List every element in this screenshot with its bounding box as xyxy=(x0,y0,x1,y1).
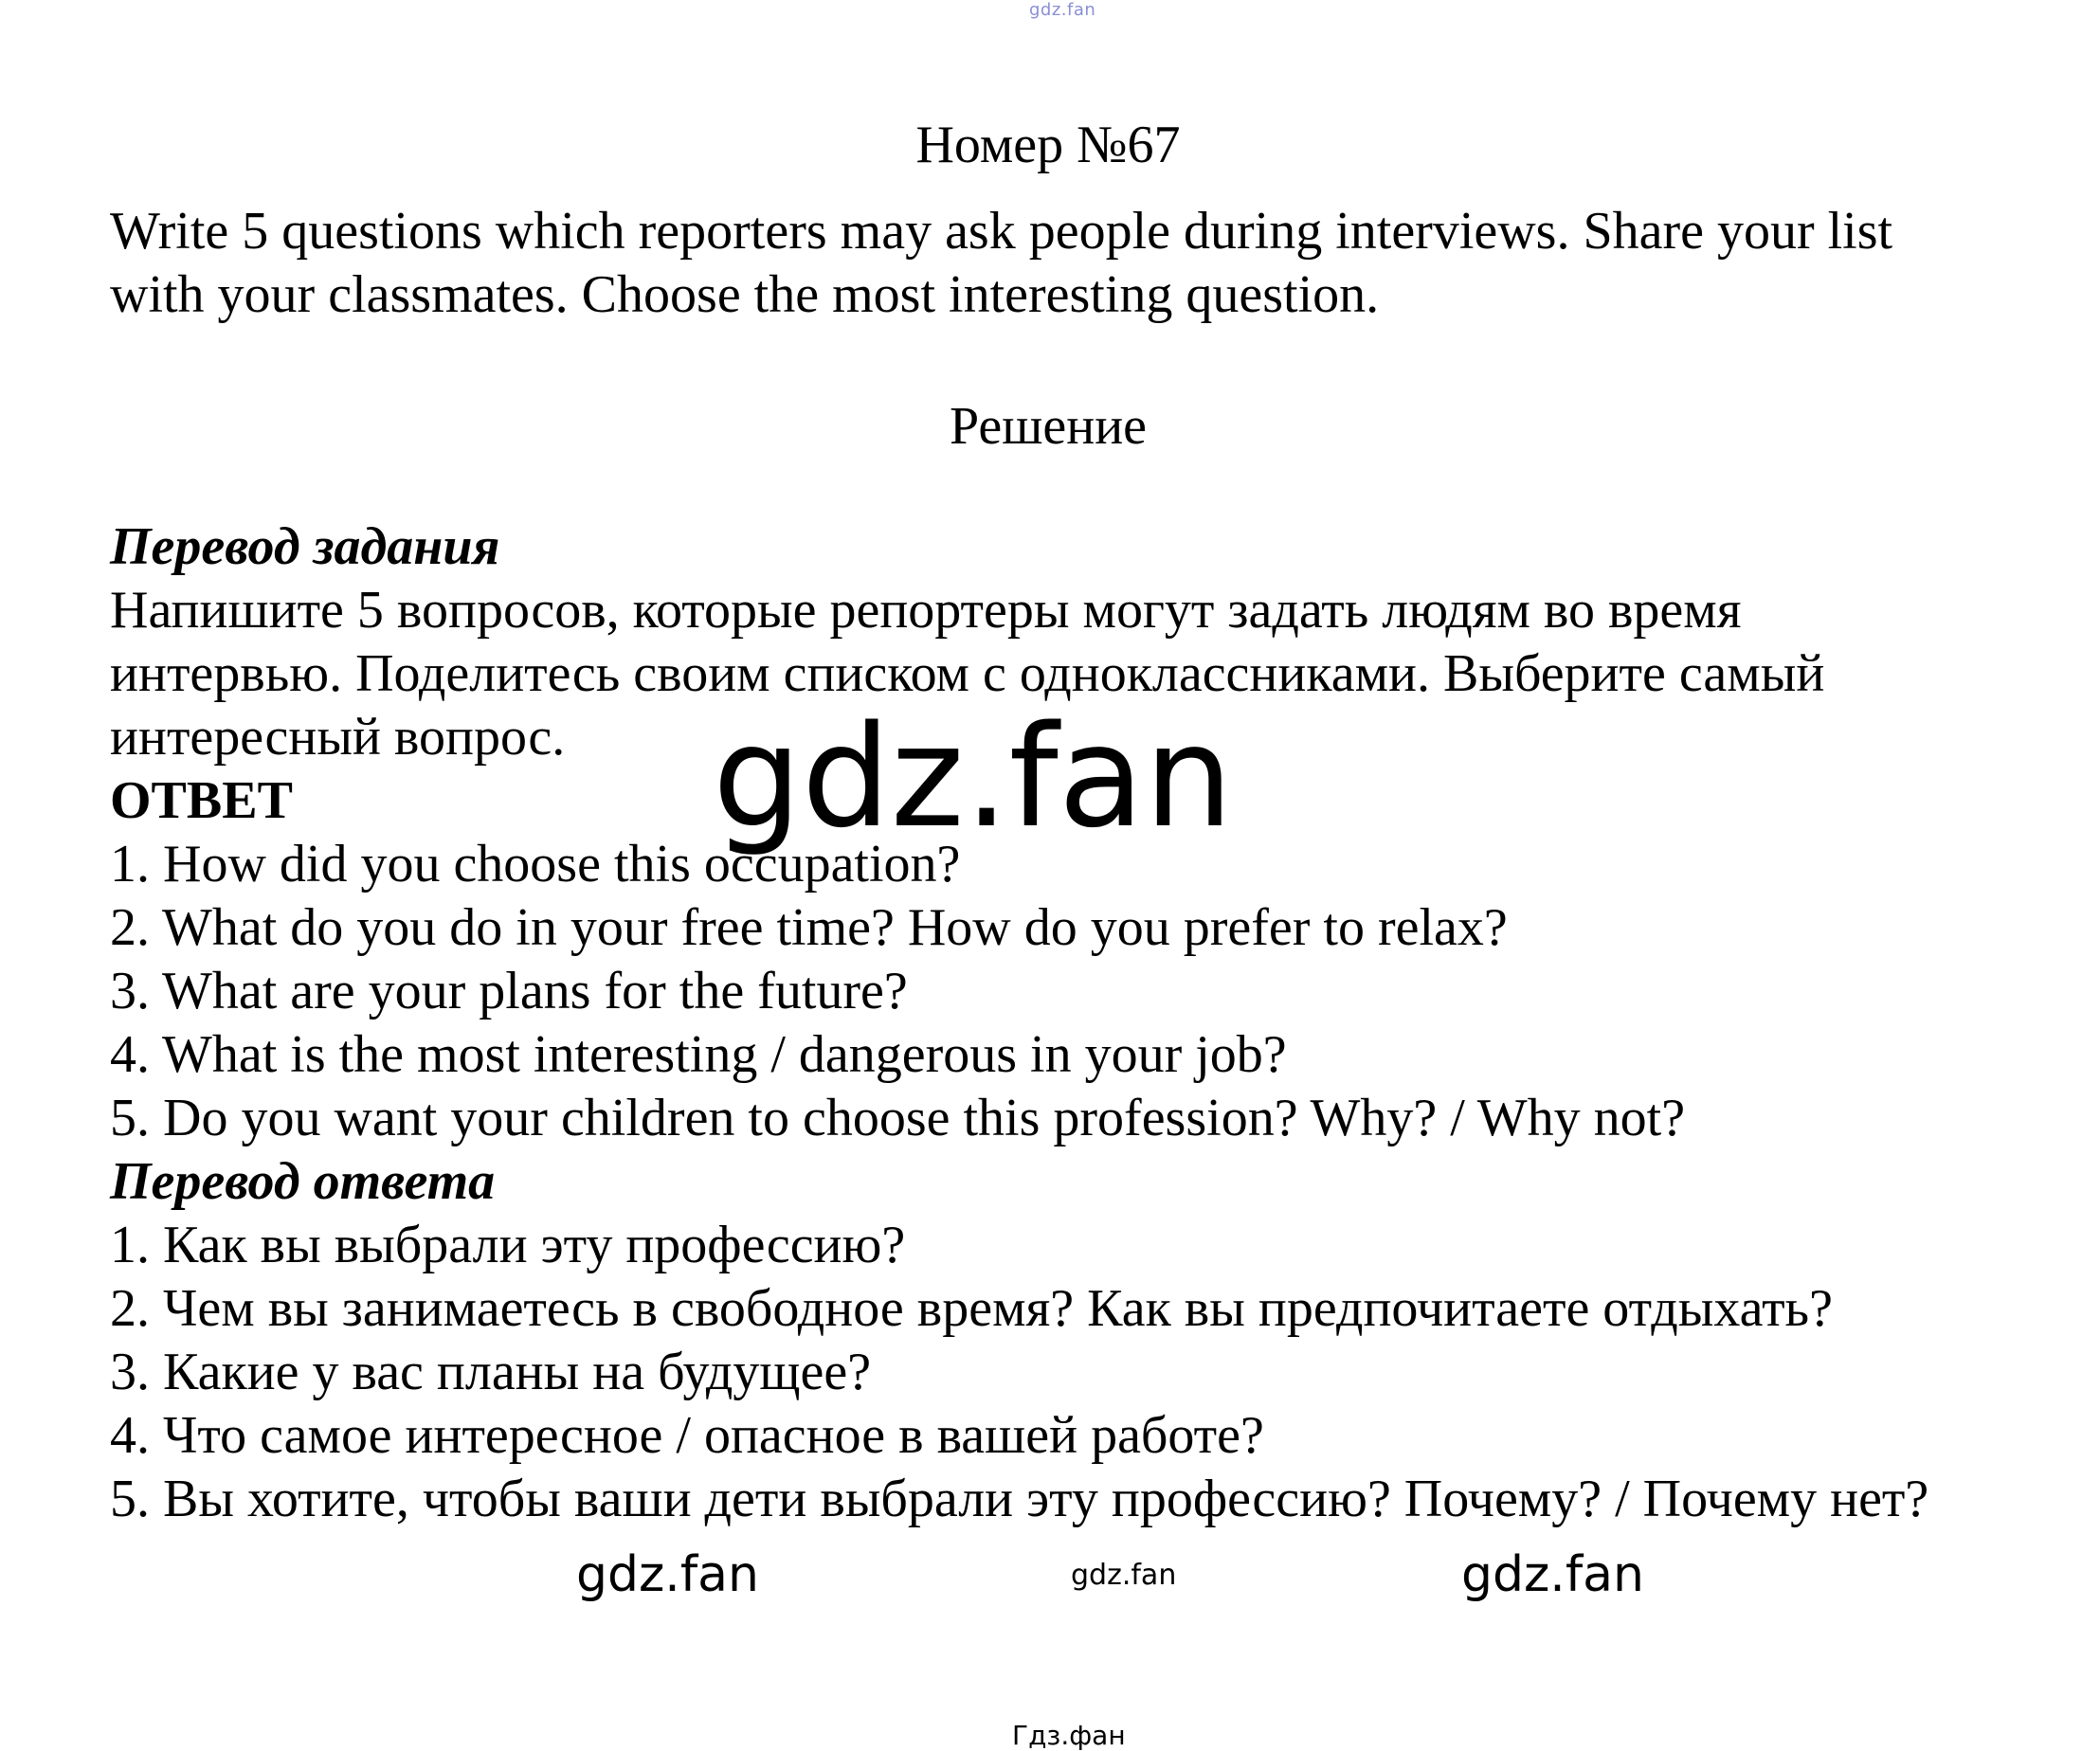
answer-translation-item: 4. Что самое интересное / опасное в вашей работе? xyxy=(110,1406,1264,1465)
watermark-bottom-middle: gdz.fan xyxy=(1071,1559,1177,1592)
task-translation-heading: Перевод задания xyxy=(110,517,500,576)
task-translation-text: Напишите 5 вопросов, которые репортеры могут задать людям во время интервью. Поделитесь своим списком с одноклассниками. Выберите самый интересный вопрос. xyxy=(110,581,1825,767)
answer-item: 2. What do you do in your free time? How do you prefer to relax? xyxy=(110,898,1508,957)
answer-item: 5. Do you want your children to choose this profession? Why? / Why not? xyxy=(110,1089,1686,1147)
answer-heading: ОТВЕТ xyxy=(110,771,293,830)
watermark-footer: Гдз.фан xyxy=(1012,1720,1126,1751)
answer-list xyxy=(110,833,1986,1150)
answer-translation-item: 3. Какие у вас планы на будущее? xyxy=(110,1343,872,1401)
answer-translation-item: 2. Чем вы занимаетесь в свободное время? Как вы предпочитаете отдыхать? xyxy=(110,1279,1833,1338)
watermark-bottom-left: gdz.fan xyxy=(576,1546,759,1603)
answer-translation-heading: Перевод ответа xyxy=(110,1152,496,1211)
answer-translation-item: 5. Вы хотите, чтобы ваши дети выбрали эту профессию? Почему? / Почему нет? xyxy=(110,1470,1929,1528)
answer-item: 4. What is the most interesting / dangerous in your job? xyxy=(110,1025,1287,1084)
answer-translation-item: 1. Как вы выбрали эту профессию? xyxy=(110,1216,906,1274)
watermark-center: gdz.fan xyxy=(713,695,1234,858)
solution-label: Решение xyxy=(949,397,1148,456)
watermark-top: gdz.fan xyxy=(1029,0,1096,20)
watermark-bottom-right: gdz.fan xyxy=(1461,1546,1644,1603)
page-title: Номер №67 xyxy=(915,116,1181,174)
task-text: Write 5 questions which reporters may ask people during interviews. Share your list with your classmates. Choose the most interesting question. xyxy=(110,202,1893,324)
answer-item: 1. How did you choose this occupation? xyxy=(110,835,961,894)
answer-translation-list xyxy=(110,1214,1986,1531)
answer-item: 3. What are your plans for the future? xyxy=(110,962,908,1020)
